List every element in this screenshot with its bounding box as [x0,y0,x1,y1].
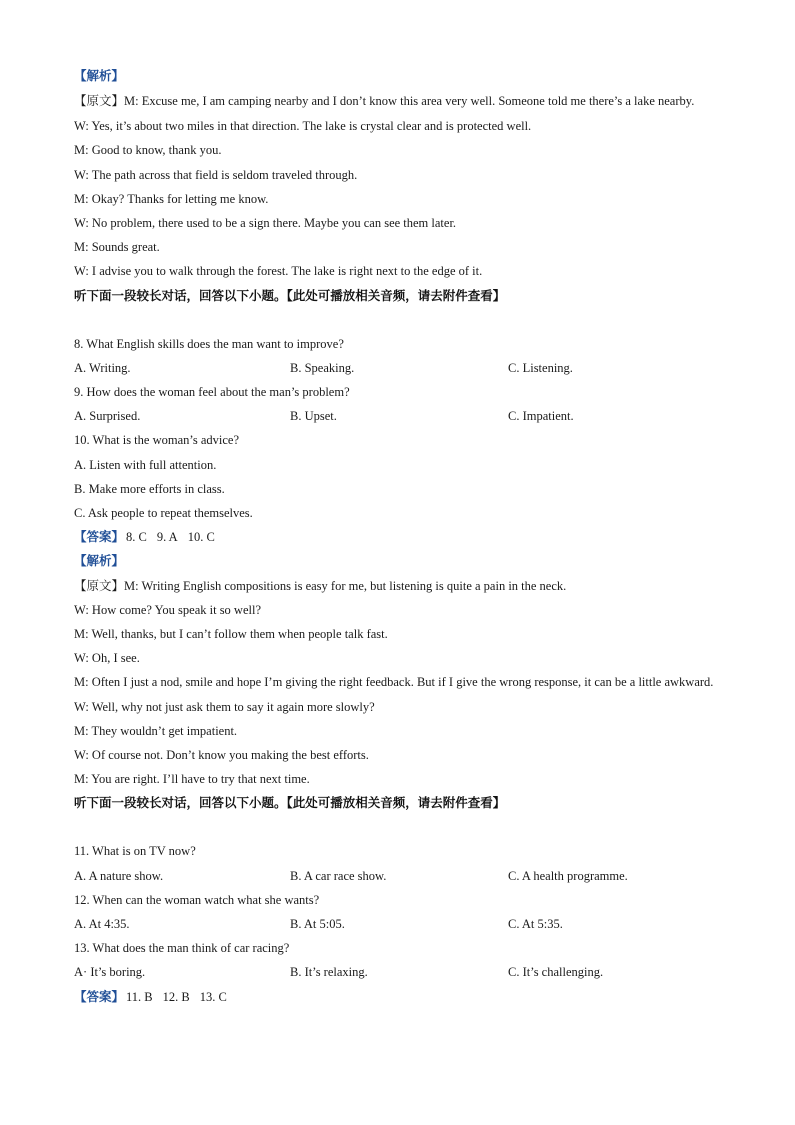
analysis-tag: 【解析】 [74,553,125,569]
option-c: C. It’s challenging. [508,965,604,980]
analysis-tag: 【解析】 [74,68,125,83]
option-b: B. Make more efforts in class. [74,481,225,496]
option-a: A. At 4:35. [74,917,130,932]
question-options [74,960,722,984]
dialogue-text: M: Writing English compositions is easy for me, but listening is quite a pain in the neck. [124,578,567,593]
question-stem: 9. How does the woman feel about the man’s problem? [74,385,350,400]
option-b: B. A car race show. [290,868,387,883]
answer-values [126,530,225,544]
option-c: C. A health programme. [508,868,628,883]
question-stem: 10. What is the woman’s advice? [74,433,240,448]
transcript-line: W: Oh, I see. [74,651,140,666]
transcript-line: M: They wouldn’t get impatient. [74,723,238,738]
answer-line [74,525,722,549]
transcript-line: W: Yes, it’s about two miles in that direction. The lake is crystal clear and is protected well. [74,119,532,134]
answer-values [126,990,237,1004]
listening-instruction: 听下面一段较长对话，回答以下小题。【此处可播放相关音频，请去附件查看】 [74,795,506,811]
transcript-line: W: The path across that field is seldom traveled through. [74,167,358,182]
answer-value: 13. C [199,989,227,1004]
option-c: C. Listening. [508,360,573,375]
answer-line [74,985,722,1009]
answer-value: 10. C [187,530,215,545]
transcript-line: W: Well, why not just ask them to say it again more slowly? [74,699,375,714]
question-options [74,404,722,428]
transcript-line: W: I advise you to walk through the forest. The lake is right next to the edge of it. [74,264,483,279]
original-tag: 【原文】 [74,93,125,109]
answer-value: 9. A [156,530,178,545]
option-a: A. Surprised. [74,409,141,424]
transcript-line: W: How come? You speak it so well? [74,602,262,617]
answer-tag: 【答案】 [74,988,125,1004]
question-options [74,356,722,380]
question-stem: 13. What does the man think of car racing? [74,941,290,956]
analysis-heading [74,549,722,573]
question-options [74,864,722,888]
transcript-line [74,574,722,598]
spacer [74,815,722,839]
option-a: A· It’s boring. [74,965,146,980]
option-b: B. It’s relaxing. [290,965,368,980]
transcript-line: M: Okay? Thanks for letting me know. [74,191,269,206]
question-options [74,912,722,936]
option-a: A. A nature show. [74,868,164,883]
answer-tag: 【答案】 [74,529,125,545]
transcript-line: M: Well, thanks, but I can’t follow them when people talk fast. [74,626,388,641]
original-tag: 【原文】 [74,577,125,593]
option-c: C. Ask people to repeat themselves. [74,506,253,520]
option-b: B. Upset. [290,409,337,424]
transcript-line: W: No problem, there used to be a sign there. Maybe you can see them later. [74,215,457,230]
transcript-line: M: Good to know, thank you. [74,143,222,158]
option-b: B. At 5:05. [290,917,345,932]
question-stem: 12. When can the woman watch what she wants? [74,892,320,907]
listening-instruction: 听下面一段较长对话，回答以下小题。【此处可播放相关音频，请去附件查看】 [74,287,506,303]
spacer [74,308,722,332]
answer-value: 12. B [162,989,190,1004]
transcript-line: M: You are right. I’ll have to try that next time. [74,772,310,787]
dialogue-text: M: Excuse me, I am camping nearby and I don’t know this area very well. Someone told me there’s a lake nearby. [124,94,695,109]
option-b: B. Speaking. [290,360,355,375]
option-a: A. Listen with full attention. [74,457,217,472]
transcript-line: M: Often I just a nod, smile and hope I’m giving the right feedback. But if I give the wrong response, it can be a little awkward. [74,675,714,690]
transcript-line: W: Of course not. Don’t know you making the best efforts. [74,747,369,762]
transcript-line: M: Sounds great. [74,240,160,255]
document-page [74,64,722,1009]
question-stem: 8. What English skills does the man want to improve? [74,336,344,351]
transcript-line [74,88,722,114]
option-c: C. Impatient. [508,409,574,424]
option-a: A. Writing. [74,360,131,375]
answer-value: 11. B [126,989,153,1004]
option-c: C. At 5:35. [508,917,563,932]
answer-value: 8. C [126,530,147,545]
analysis-heading [74,64,722,88]
question-stem: 11. What is on TV now? [74,844,196,859]
